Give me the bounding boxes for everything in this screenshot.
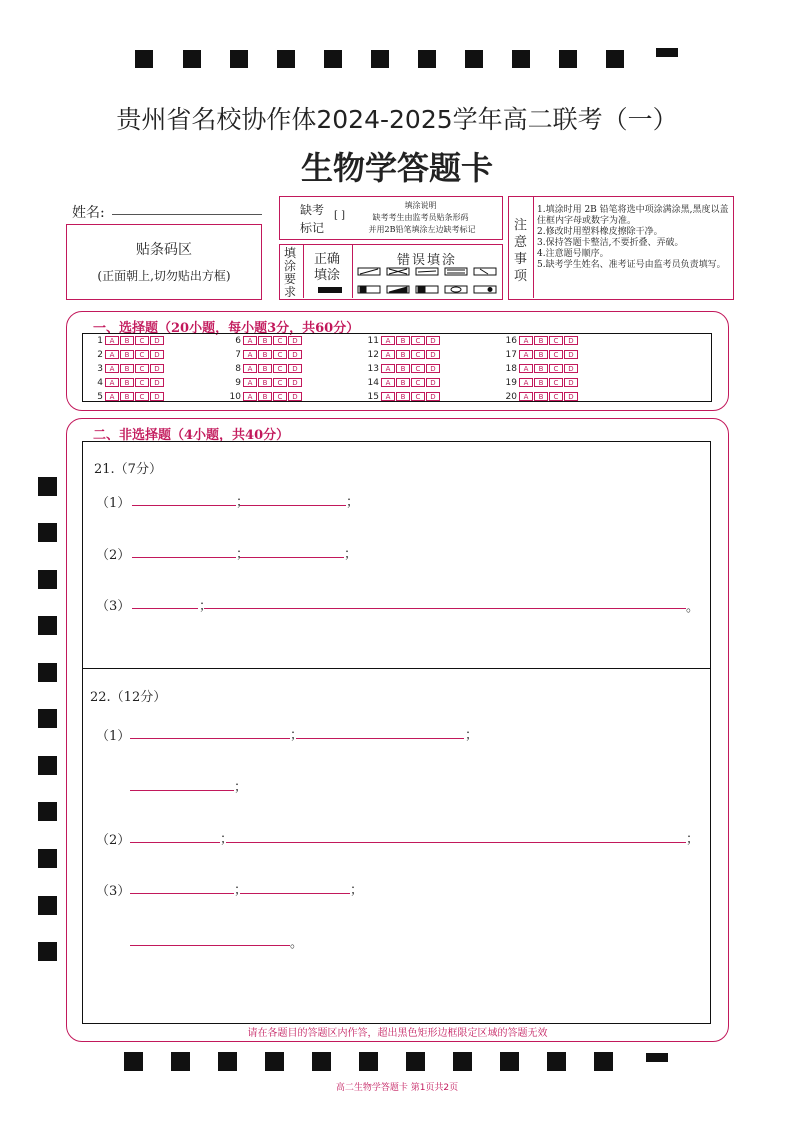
- answer-option-bubble[interactable]: A: [381, 364, 395, 373]
- answer-option-bubble[interactable]: B: [396, 364, 410, 373]
- timing-mark: [38, 616, 57, 635]
- timing-mark: [606, 50, 624, 68]
- choice-question: [501, 377, 579, 390]
- page-footer: 高二生物学答题卡 第1页共2页: [335, 1083, 459, 1093]
- answer-option-bubble[interactable]: A: [243, 336, 257, 345]
- timing-mark: [135, 50, 153, 68]
- timing-mark: [38, 570, 57, 589]
- timing-mark: [465, 50, 483, 68]
- question-number: 4: [97, 378, 103, 388]
- q22-part2-label: （2）: [96, 833, 131, 848]
- barcode-hint: (正面朝上,切勿贴出方框): [97, 269, 231, 283]
- choice-grid: [82, 333, 712, 402]
- absent-mark-box: [279, 196, 503, 240]
- q21-part3-sep: ；: [199, 599, 213, 614]
- q21-title: 21.（7分）: [94, 462, 162, 477]
- q22-part2-end: ；: [686, 832, 700, 847]
- q22-title: 22.（12分）: [90, 690, 167, 705]
- choice-question: [225, 377, 303, 390]
- question-number: 20: [505, 392, 517, 402]
- question-number: 12: [367, 350, 379, 360]
- answer-option-bubble[interactable]: A: [243, 364, 257, 373]
- answer-option-bubble[interactable]: C: [273, 350, 287, 359]
- answer-option-bubble[interactable]: C: [549, 392, 563, 401]
- answer-option-bubble[interactable]: D: [564, 392, 578, 401]
- exam-title: 贵州省名校协作体2024-2025学年高二联考（一）: [116, 105, 678, 134]
- timing-mark: [38, 477, 57, 496]
- choice-question: [363, 391, 441, 404]
- timing-mark: [500, 1052, 519, 1071]
- choice-question: [225, 391, 303, 404]
- answer-option-bubble[interactable]: A: [105, 378, 119, 387]
- timing-mark: [371, 50, 389, 68]
- answer-option-bubble[interactable]: B: [396, 336, 410, 345]
- choice-question: [87, 377, 165, 390]
- question-number: 2: [97, 350, 103, 360]
- answer-option-bubble[interactable]: C: [273, 364, 287, 373]
- timing-mark: [418, 50, 436, 68]
- answer-option-bubble[interactable]: B: [396, 378, 410, 387]
- q21-part3-blank-a[interactable]: [132, 608, 198, 609]
- fill-requirement-box: [279, 244, 503, 300]
- answer-option-bubble[interactable]: D: [426, 378, 440, 387]
- answer-option-bubble[interactable]: D: [288, 336, 302, 345]
- answer-option-bubble[interactable]: C: [135, 392, 149, 401]
- wrong-label: 错误填涂: [396, 253, 457, 268]
- answer-option-bubble[interactable]: D: [150, 350, 164, 359]
- notice-item: 3.保持答题卡整洁,不要折叠、弄破。: [537, 238, 684, 248]
- question-number: 16: [505, 336, 517, 346]
- answer-option-bubble[interactable]: A: [243, 392, 257, 401]
- q21-part2-end: ；: [344, 547, 358, 562]
- answer-option-bubble[interactable]: B: [534, 392, 548, 401]
- q22-part1-end: ；: [465, 728, 479, 743]
- timing-mark: [512, 50, 530, 68]
- answer-option-bubble[interactable]: A: [381, 350, 395, 359]
- question-number: 6: [235, 336, 241, 346]
- answer-option-bubble[interactable]: B: [534, 350, 548, 359]
- answer-option-bubble[interactable]: A: [105, 392, 119, 401]
- timing-mark: [38, 802, 57, 821]
- answer-option-bubble[interactable]: B: [258, 378, 272, 387]
- timing-mark: [124, 1052, 143, 1071]
- answer-option-bubble[interactable]: D: [564, 350, 578, 359]
- answer-option-bubble[interactable]: A: [105, 336, 119, 345]
- timing-mark: [218, 1052, 237, 1071]
- timing-mark: [38, 709, 57, 728]
- answer-option-bubble[interactable]: A: [519, 378, 533, 387]
- answer-option-bubble[interactable]: A: [381, 392, 395, 401]
- answer-option-bubble[interactable]: A: [519, 350, 533, 359]
- answer-option-bubble[interactable]: C: [135, 350, 149, 359]
- answer-option-bubble[interactable]: A: [381, 378, 395, 387]
- answer-option-bubble[interactable]: C: [411, 392, 425, 401]
- q22-part3-sep: ；: [234, 883, 248, 898]
- choice-question: [225, 363, 303, 376]
- notice-item: 2.修改时用塑料橡皮擦除干净。: [537, 227, 663, 237]
- timing-mark: [38, 663, 57, 682]
- section-open-heading: 二、非选择题（4小题，共40分）: [93, 428, 290, 443]
- correct-label-2: 填涂: [314, 268, 341, 283]
- answer-option-bubble[interactable]: C: [411, 350, 425, 359]
- timing-mark: [38, 896, 57, 915]
- answer-option-bubble[interactable]: B: [396, 392, 410, 401]
- answer-option-bubble[interactable]: B: [534, 364, 548, 373]
- absent-note-2: 并用2B铅笔填涂左边缺考标记: [368, 225, 476, 234]
- answer-option-bubble[interactable]: C: [411, 378, 425, 387]
- answer-option-bubble[interactable]: B: [258, 336, 272, 345]
- timing-mark: [359, 1052, 378, 1071]
- answer-option-bubble[interactable]: B: [258, 364, 272, 373]
- q22-part3-blank-a[interactable]: [130, 893, 234, 894]
- absent-checkbox[interactable]: [ ]: [334, 210, 345, 221]
- choice-question: [87, 363, 165, 376]
- q22-part1-end2: ；: [234, 780, 248, 795]
- question-number: 5: [97, 392, 103, 402]
- choice-question: [363, 377, 441, 390]
- q22-part1-blank-c[interactable]: [130, 790, 234, 791]
- q21-part2-sep: ；: [236, 547, 250, 562]
- correct-label-1: 正确: [314, 252, 341, 267]
- answer-option-bubble[interactable]: D: [564, 364, 578, 373]
- q21-part2-blank-b[interactable]: [240, 557, 344, 558]
- fill-req-label: 填涂要求: [284, 246, 297, 299]
- answer-option-bubble[interactable]: D: [426, 350, 440, 359]
- timing-mark: [406, 1052, 425, 1071]
- timing-mark: [265, 1052, 284, 1071]
- answer-option-bubble[interactable]: D: [426, 364, 440, 373]
- answer-option-bubble[interactable]: D: [288, 392, 302, 401]
- answer-option-bubble[interactable]: C: [411, 364, 425, 373]
- answer-option-bubble[interactable]: D: [564, 336, 578, 345]
- q22-part2-sep: ；: [220, 832, 234, 847]
- answer-option-bubble[interactable]: C: [273, 378, 287, 387]
- timing-mark: [547, 1052, 566, 1071]
- question-number: 9: [235, 378, 241, 388]
- answer-option-bubble[interactable]: D: [150, 392, 164, 401]
- choice-question: [87, 349, 165, 362]
- answer-option-bubble[interactable]: B: [120, 336, 134, 345]
- q21-part3-blank-b[interactable]: [204, 608, 686, 609]
- choice-question: [501, 391, 579, 404]
- timing-mark: [656, 48, 678, 57]
- q21-part3-end: 。: [686, 600, 700, 615]
- q22-part1-sep: ；: [290, 728, 304, 743]
- notice-item: 5.缺考学生姓名、准考证号由监考员负责填写。: [537, 260, 726, 270]
- answer-option-bubble[interactable]: B: [120, 350, 134, 359]
- question-number: 19: [505, 378, 517, 388]
- answer-option-bubble[interactable]: C: [135, 378, 149, 387]
- answer-option-bubble[interactable]: B: [534, 336, 548, 345]
- question-number: 10: [229, 392, 241, 402]
- absent-label-2: 标记: [300, 221, 325, 235]
- q22-part3-blank-b[interactable]: [240, 893, 350, 894]
- answer-option-bubble[interactable]: B: [258, 392, 272, 401]
- choice-question: [225, 349, 303, 362]
- answer-option-bubble[interactable]: A: [105, 364, 119, 373]
- question-number: 3: [97, 364, 103, 374]
- answer-option-bubble[interactable]: C: [549, 364, 563, 373]
- notice-item: 4.注意题号顺序。: [537, 249, 609, 259]
- question-number: 17: [505, 350, 517, 360]
- timing-mark: [183, 50, 201, 68]
- answer-option-bubble[interactable]: C: [273, 336, 287, 345]
- barcode-area: [66, 224, 262, 300]
- answer-option-bubble[interactable]: A: [519, 364, 533, 373]
- timing-mark: [38, 942, 57, 961]
- notice-list: [537, 205, 731, 271]
- q21-part2-label: （2）: [96, 548, 131, 563]
- answer-option-bubble[interactable]: B: [258, 350, 272, 359]
- answer-frame: [82, 441, 711, 1024]
- q22-part1-blank-b[interactable]: [296, 738, 464, 739]
- q21-part1-label: （1）: [96, 496, 131, 511]
- answer-option-bubble[interactable]: A: [243, 350, 257, 359]
- q21-part1-sep: ；: [236, 495, 250, 510]
- q22-part3-label: （3）: [96, 884, 131, 899]
- q22-part1-blank-a[interactable]: [130, 738, 290, 739]
- choice-question: [87, 391, 165, 404]
- choice-question: [87, 335, 165, 348]
- question-number: 11: [367, 336, 379, 346]
- timing-mark: [324, 50, 342, 68]
- answer-option-bubble[interactable]: A: [243, 378, 257, 387]
- q21-part1-end: ；: [346, 495, 360, 510]
- answer-option-bubble[interactable]: C: [549, 336, 563, 345]
- correct-fill-sample: [318, 287, 342, 293]
- q22-part3-end: ；: [350, 883, 364, 898]
- section-choice-heading: 一、选择题（20小题，每小题3分，共60分）: [93, 321, 360, 336]
- timing-mark: [453, 1052, 472, 1071]
- q22-part3-end2: 。: [290, 936, 304, 951]
- answer-option-bubble[interactable]: D: [426, 392, 440, 401]
- answer-option-bubble[interactable]: D: [288, 350, 302, 359]
- answer-option-bubble[interactable]: B: [120, 378, 134, 387]
- question-number: 18: [505, 364, 517, 374]
- answer-option-bubble[interactable]: C: [273, 392, 287, 401]
- answer-option-bubble[interactable]: A: [519, 336, 533, 345]
- question-number: 13: [367, 364, 379, 374]
- notice-box: [508, 196, 734, 300]
- q21-part3-label: （3）: [96, 599, 131, 614]
- q22-part2-blank-b[interactable]: [226, 842, 686, 843]
- timing-mark: [38, 523, 57, 542]
- choice-question: [501, 349, 579, 362]
- q22-part3-blank-c[interactable]: [130, 945, 290, 946]
- answer-option-bubble[interactable]: D: [150, 378, 164, 387]
- choice-question: [225, 335, 303, 348]
- timing-mark: [38, 756, 57, 775]
- timing-mark: [230, 50, 248, 68]
- absent-label-1: 缺考: [300, 203, 325, 217]
- answer-option-bubble[interactable]: A: [519, 392, 533, 401]
- timing-mark: [277, 50, 295, 68]
- timing-mark: [312, 1052, 331, 1071]
- name-field[interactable]: [112, 214, 262, 215]
- q21-part1-blank-a[interactable]: [132, 505, 236, 506]
- answer-option-bubble[interactable]: C: [549, 350, 563, 359]
- timing-mark: [594, 1052, 613, 1071]
- answer-option-bubble[interactable]: C: [135, 364, 149, 373]
- answer-option-bubble[interactable]: C: [549, 378, 563, 387]
- notice-label: 注意事项: [514, 218, 528, 284]
- q22-part1-label: （1）: [96, 729, 131, 744]
- barcode-title: 贴条码区: [136, 242, 192, 258]
- question-number: 15: [367, 392, 379, 402]
- footer-warning: 请在各题目的答题区内作答，超出黑色矩形边框限定区域的答题无效: [247, 1028, 548, 1039]
- name-label: 姓名:: [72, 205, 105, 221]
- q22-part2-blank-a[interactable]: [130, 842, 220, 843]
- question-number: 8: [235, 364, 241, 374]
- answer-option-bubble[interactable]: D: [426, 336, 440, 345]
- timing-mark: [646, 1053, 668, 1062]
- answer-option-bubble[interactable]: C: [411, 336, 425, 345]
- answer-divider: [82, 668, 711, 669]
- question-number: 1: [97, 336, 103, 346]
- wrong-fill-samples: [356, 265, 502, 297]
- choice-question: [501, 363, 579, 376]
- absent-note-title: 填涂说明: [404, 201, 437, 210]
- notice-item: 1.填涂时用 2B 铅笔将选中项涂满涂黑,黑度以盖住框内字母或数字为准。: [537, 205, 729, 226]
- answer-option-bubble[interactable]: D: [288, 378, 302, 387]
- answer-option-bubble[interactable]: C: [135, 336, 149, 345]
- timing-mark: [171, 1052, 190, 1071]
- choice-question: [363, 363, 441, 376]
- answer-option-bubble[interactable]: D: [150, 364, 164, 373]
- section-choice: [66, 311, 729, 411]
- choice-question: [363, 335, 441, 348]
- answer-sheet-title: 生物学答题卡: [300, 149, 493, 187]
- answer-option-bubble[interactable]: B: [534, 378, 548, 387]
- answer-option-bubble[interactable]: B: [120, 392, 134, 401]
- answer-option-bubble[interactable]: D: [288, 364, 302, 373]
- q21-part1-blank-b[interactable]: [240, 505, 346, 506]
- answer-option-bubble[interactable]: B: [396, 350, 410, 359]
- answer-option-bubble[interactable]: A: [105, 350, 119, 359]
- absent-note-1: 缺考考生由监考员贴条形码: [372, 213, 469, 222]
- question-number: 14: [367, 378, 379, 388]
- timing-mark: [559, 50, 577, 68]
- choice-question: [363, 349, 441, 362]
- timing-mark: [38, 849, 57, 868]
- question-number: 7: [235, 350, 241, 360]
- answer-option-bubble[interactable]: B: [120, 364, 134, 373]
- answer-option-bubble[interactable]: D: [564, 378, 578, 387]
- answer-option-bubble[interactable]: D: [150, 336, 164, 345]
- q21-part2-blank-a[interactable]: [132, 557, 236, 558]
- choice-question: [501, 335, 579, 348]
- answer-option-bubble[interactable]: A: [381, 336, 395, 345]
